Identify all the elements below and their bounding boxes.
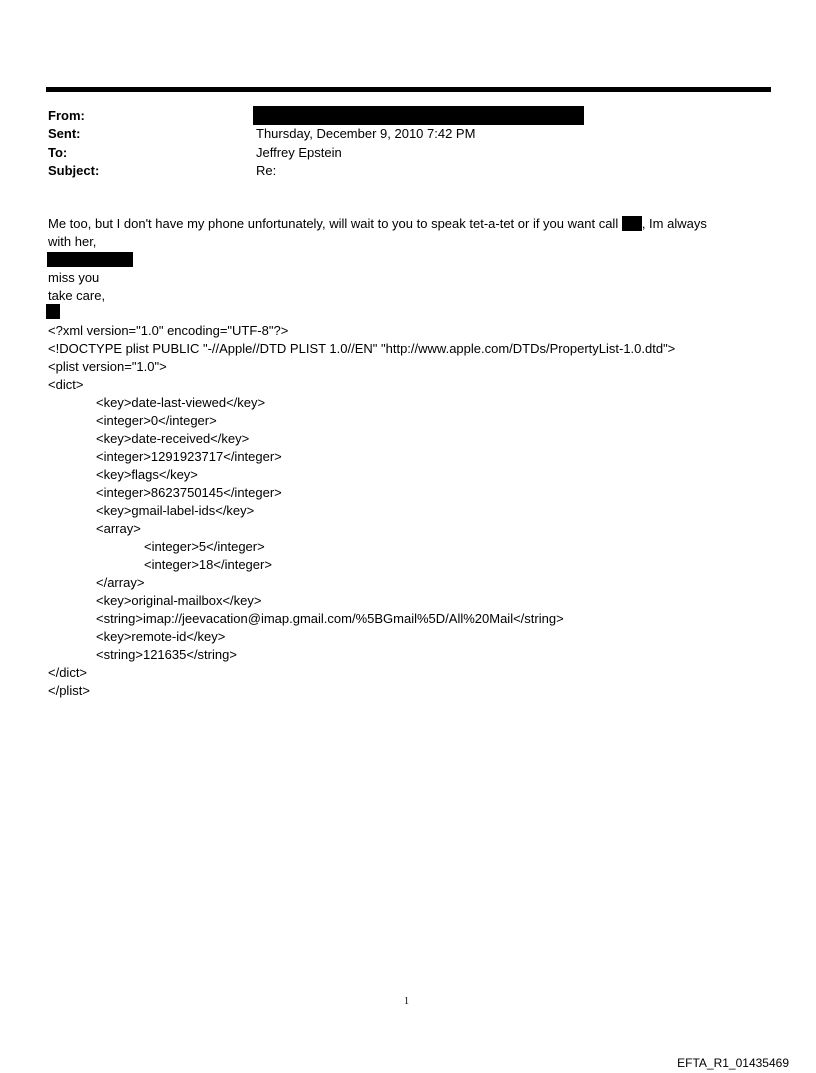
code-line: <integer>18</integer> bbox=[144, 557, 272, 572]
code-line: <key>date-received</key> bbox=[96, 431, 250, 446]
code-line: <integer>5</integer> bbox=[144, 539, 265, 554]
subject-value: Re: bbox=[256, 163, 277, 178]
code-line: <plist version="1.0"> bbox=[48, 359, 167, 374]
body-line-miss: miss you bbox=[48, 270, 100, 285]
body-line-take-care: take care, bbox=[48, 288, 106, 303]
document-id: EFTA_R1_01435469 bbox=[677, 1056, 789, 1070]
code-line: <!DOCTYPE plist PUBLIC "-//Apple//DTD PLIST 1.0//EN" "http://www.apple.com/DTDs/PropertyList-1.0.dtd"> bbox=[48, 341, 676, 356]
body-text: , Im always bbox=[641, 216, 707, 231]
body-line-2: with her, bbox=[48, 234, 97, 249]
code-line: <string>121635</string> bbox=[96, 647, 237, 662]
code-line: <key>gmail-label-ids</key> bbox=[96, 503, 255, 518]
to-value: Jeffrey Epstein bbox=[256, 145, 342, 160]
code-line: <integer>1291923717</integer> bbox=[96, 449, 282, 464]
signature-redaction bbox=[47, 252, 133, 267]
code-line: <key>date-last-viewed</key> bbox=[96, 395, 266, 410]
code-line: <?xml version="1.0" encoding="UTF-8"?> bbox=[48, 323, 289, 338]
code-line: </array> bbox=[96, 575, 145, 590]
from-redaction bbox=[253, 106, 584, 125]
inline-redaction bbox=[622, 216, 642, 231]
code-line: <key>remote-id</key> bbox=[96, 629, 226, 644]
body-line-1 bbox=[48, 215, 707, 233]
code-line: <array> bbox=[96, 521, 141, 536]
initial-redaction bbox=[46, 304, 60, 319]
sent-label: Sent: bbox=[48, 126, 81, 141]
to-label: To: bbox=[48, 145, 68, 160]
subject-label: Subject: bbox=[48, 163, 100, 178]
code-line: </plist> bbox=[48, 683, 90, 698]
header-rule bbox=[46, 87, 771, 92]
code-line: </dict> bbox=[48, 665, 88, 680]
code-line: <key>flags</key> bbox=[96, 467, 198, 482]
page-number: 1 bbox=[404, 996, 409, 1007]
body-text: Me too, but I don't have my phone unfortunately, will wait to you to speak tet-a-tet or if you want call bbox=[48, 216, 622, 231]
sent-value: Thursday, December 9, 2010 7:42 PM bbox=[256, 126, 476, 141]
code-line: <string>imap://jeevacation@imap.gmail.com/%5BGmail%5D/All%20Mail</string> bbox=[96, 611, 564, 626]
code-line: <key>original-mailbox</key> bbox=[96, 593, 262, 608]
code-line: <integer>0</integer> bbox=[96, 413, 217, 428]
from-label: From: bbox=[48, 108, 85, 123]
code-line: <dict> bbox=[48, 377, 84, 392]
code-line: <integer>8623750145</integer> bbox=[96, 485, 282, 500]
